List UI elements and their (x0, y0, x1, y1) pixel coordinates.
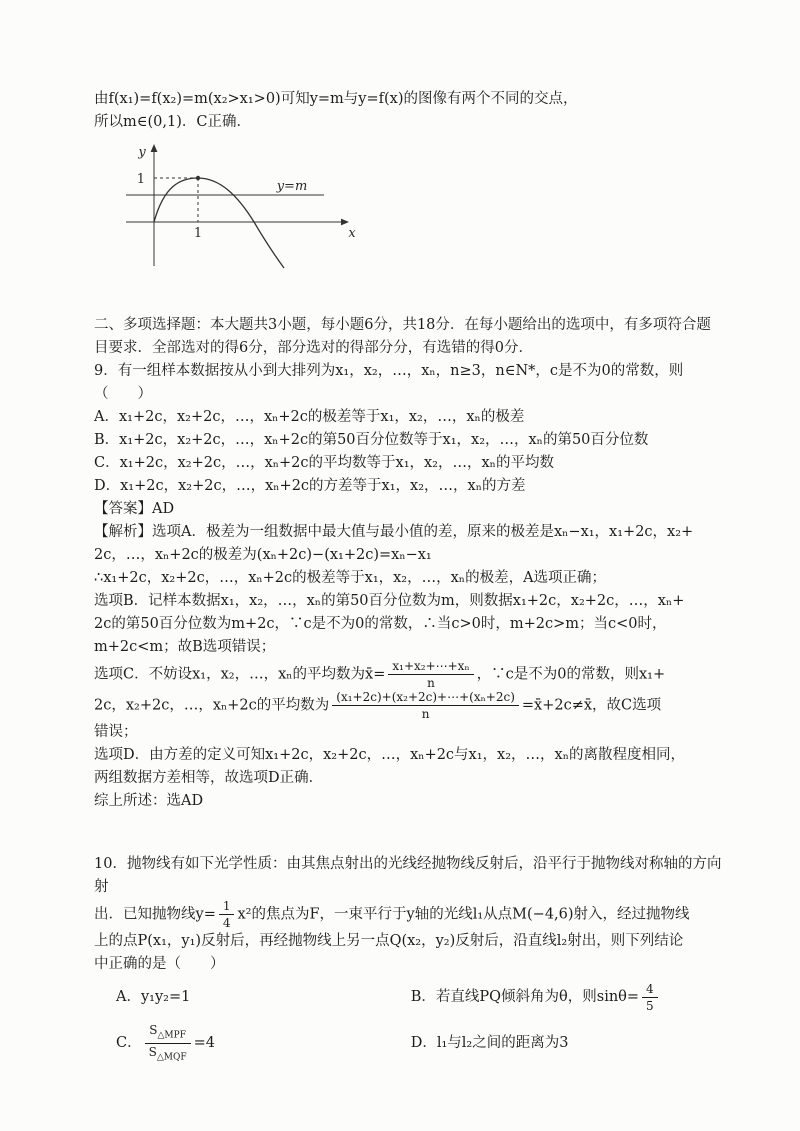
q9-option-b: B．x₁+2c，x₂+2c，…，xₙ+2c的第50百分位数等于x₁，x₂，…，xₙ的第50百分位数 (94, 432, 649, 448)
area-subscript: △MPF (157, 1030, 186, 1041)
stem-text: 出．已知抛物线y= (94, 906, 216, 923)
fraction-denominator: 5 (646, 999, 654, 1013)
stem-text: x²的焦点为F，一束平行于y轴的光线l₁从点M(−4,6)射入，经过抛物线 (237, 906, 690, 923)
q10-stem-line-3: 上的点P(x₁，y₁)反射后，再经抛物线上另一点Q(x₂，y₂)反射后，沿直线l₂射出，则下列结论 (94, 933, 684, 949)
fraction-numerator: x₁+x₂+⋯+xₙ (388, 659, 473, 675)
area-ratio-fraction (145, 1023, 191, 1065)
function-curve (154, 178, 284, 268)
section-heading-line-2: 目要求．全部选对的得6分，部分选对的得部分分，有选错的得0分． (94, 340, 533, 356)
q10-option-a (116, 982, 411, 1013)
q9-analysis-line-9: 错误； (94, 724, 138, 740)
mean-fraction (332, 690, 519, 721)
q9-analysis-line-5: 2c的第50百分位数为m+2c，∵c是不为0的常数，∴当c>0时，m+2c>m；当c<0时， (94, 616, 667, 632)
figure-container (112, 140, 730, 280)
q9-analysis-line-1: 【解析】选项A．极差为一组数据中最大值与最小值的差，原来的极差是xₙ−x₁，x₁+2c，x₂+ (94, 524, 694, 540)
question-10 (94, 853, 730, 1065)
sine-fraction (642, 982, 658, 1013)
q9-answer-line: 【答案】AD (94, 501, 175, 517)
section-gap (94, 813, 730, 853)
option-text: B．若直线PQ倾斜角为θ，则sinθ= (410, 989, 640, 1005)
q9-analysis-line-11: 两组数据方差相等，故选项D正确． (94, 770, 324, 786)
q9-option-a: A．x₁+2c，x₂+2c，…，xₙ+2c的极差等于x₁，x₂，…，xₙ的极差 (94, 409, 525, 425)
intro-line-1: 由f(x₁)=f(x₂)=m(x₂>x₁>0)可知y=m与y=f(x)的图像有两个不同的交点， (94, 91, 578, 107)
q9-analysis-conclusion: 综上所述：选AD (94, 793, 204, 809)
q10-option-c (116, 1023, 411, 1065)
y-axis-label: y (138, 145, 146, 160)
mean-fraction (388, 659, 473, 690)
fraction-denominator (145, 1044, 191, 1064)
q10-options-grid (116, 982, 730, 1065)
curve-peak-point (196, 176, 200, 180)
q9-analysis-line-3: ∴x₁+2c，x₂+2c，…，xₙ+2c的极差等于x₁，x₂，…，xₙ的极差，A选项正确； (94, 570, 607, 586)
q10-stem-line-2 (94, 899, 730, 930)
option-text: C． (116, 1035, 142, 1052)
fraction-numerator: 4 (642, 982, 658, 998)
option-text: A．y₁y₂=1 (116, 989, 191, 1005)
intro-line-2: 所以m∈(0,1)．C正确． (94, 114, 251, 130)
area-subscript: △MQF (156, 1052, 187, 1063)
q9-option-d: D．x₁+2c，x₂+2c，…，xₙ+2c的方差等于x₁，x₂，…，xₙ的方差 (94, 478, 526, 494)
analysis-text: ，∵c是不为0的常数，则x₁+ (476, 666, 666, 683)
fraction-numerator: 1 (219, 899, 235, 915)
q9-analysis-line-7 (94, 659, 730, 690)
area-symbol: S (148, 1045, 157, 1060)
q10-option-b (411, 982, 730, 1013)
q10-option-d (411, 1023, 730, 1065)
x-tick-label: 1 (193, 226, 203, 241)
fraction-denominator: 4 (222, 916, 231, 930)
q9-analysis-line-8 (94, 690, 730, 721)
q9-stem-line-2: （ ） (94, 386, 152, 402)
section-heading-line-1: 二、多项选择题：本大题共3小题，每小题6分，共18分．在每小题给出的选项中，有多项符合题 (94, 317, 711, 333)
q9-analysis-line-4: 选项B．记样本数据x₁，x₂，…，xₙ的第50百分位数为m，则数据x₁+2c，x₂+2c，…，xₙ+ (94, 593, 685, 609)
function-graph-figure (112, 140, 362, 272)
q9-analysis-line-2: 2c，…，xₙ+2c的极差为(xₙ+2c)−(x₁+2c)=xₙ−x₁ (94, 547, 432, 563)
y-equals-m-label: y=m (276, 179, 308, 194)
y-tick-label: 1 (136, 172, 145, 187)
area-symbol: S (149, 1023, 158, 1037)
q10-stem-line-1: 10．抛物线有如下光学性质：由其焦点射出的光线经抛物线反射后，沿平行于抛物线对称轴的方向射 (94, 856, 722, 895)
question-9 (94, 360, 730, 813)
q9-option-c: C．x₁+2c，x₂+2c，…，xₙ+2c的平均数等于x₁，x₂，…，xₙ的平均数 (94, 455, 554, 471)
x-axis-arrow (341, 219, 349, 226)
option-text: =4 (193, 1035, 215, 1052)
analysis-text: 选项C．不妨设x₁，x₂，…，xₙ的平均数为x̄= (94, 666, 386, 683)
q9-stem-line-1: 9．有一组样本数据按从小到大排列为x₁，x₂，…，xₙ，n≥3，n∈N*，c是不为0的常数，则 (94, 363, 684, 379)
section-2-heading (94, 314, 730, 360)
analysis-text: =x̄+2c≠x̄，故C选项 (521, 697, 662, 714)
analysis-text: 2c，x₂+2c，…，xₙ+2c的平均数为 (94, 697, 330, 714)
option-text: D．l₁与l₂之间的距离为3 (410, 1035, 569, 1052)
fraction-numerator: (x₁+2c)+(x₂+2c)+⋯+(xₙ+2c) (332, 690, 519, 706)
fraction-denominator: n (427, 676, 435, 690)
x-axis-label: x (348, 226, 356, 241)
y-axis-arrow (151, 144, 158, 152)
q9-analysis-line-10: 选项D．由方差的定义可知x₁+2c，x₂+2c，…，xₙ+2c与x₁，x₂，…，xₙ的离散程度相同， (94, 747, 685, 763)
fraction-numerator (145, 1023, 191, 1044)
quarter-fraction (219, 899, 235, 930)
q10-stem-line-4: 中正确的是（ ） (94, 956, 225, 972)
fraction-denominator: n (421, 707, 430, 721)
q9-analysis-line-6: m+2c<m；故B选项错误； (94, 639, 276, 655)
